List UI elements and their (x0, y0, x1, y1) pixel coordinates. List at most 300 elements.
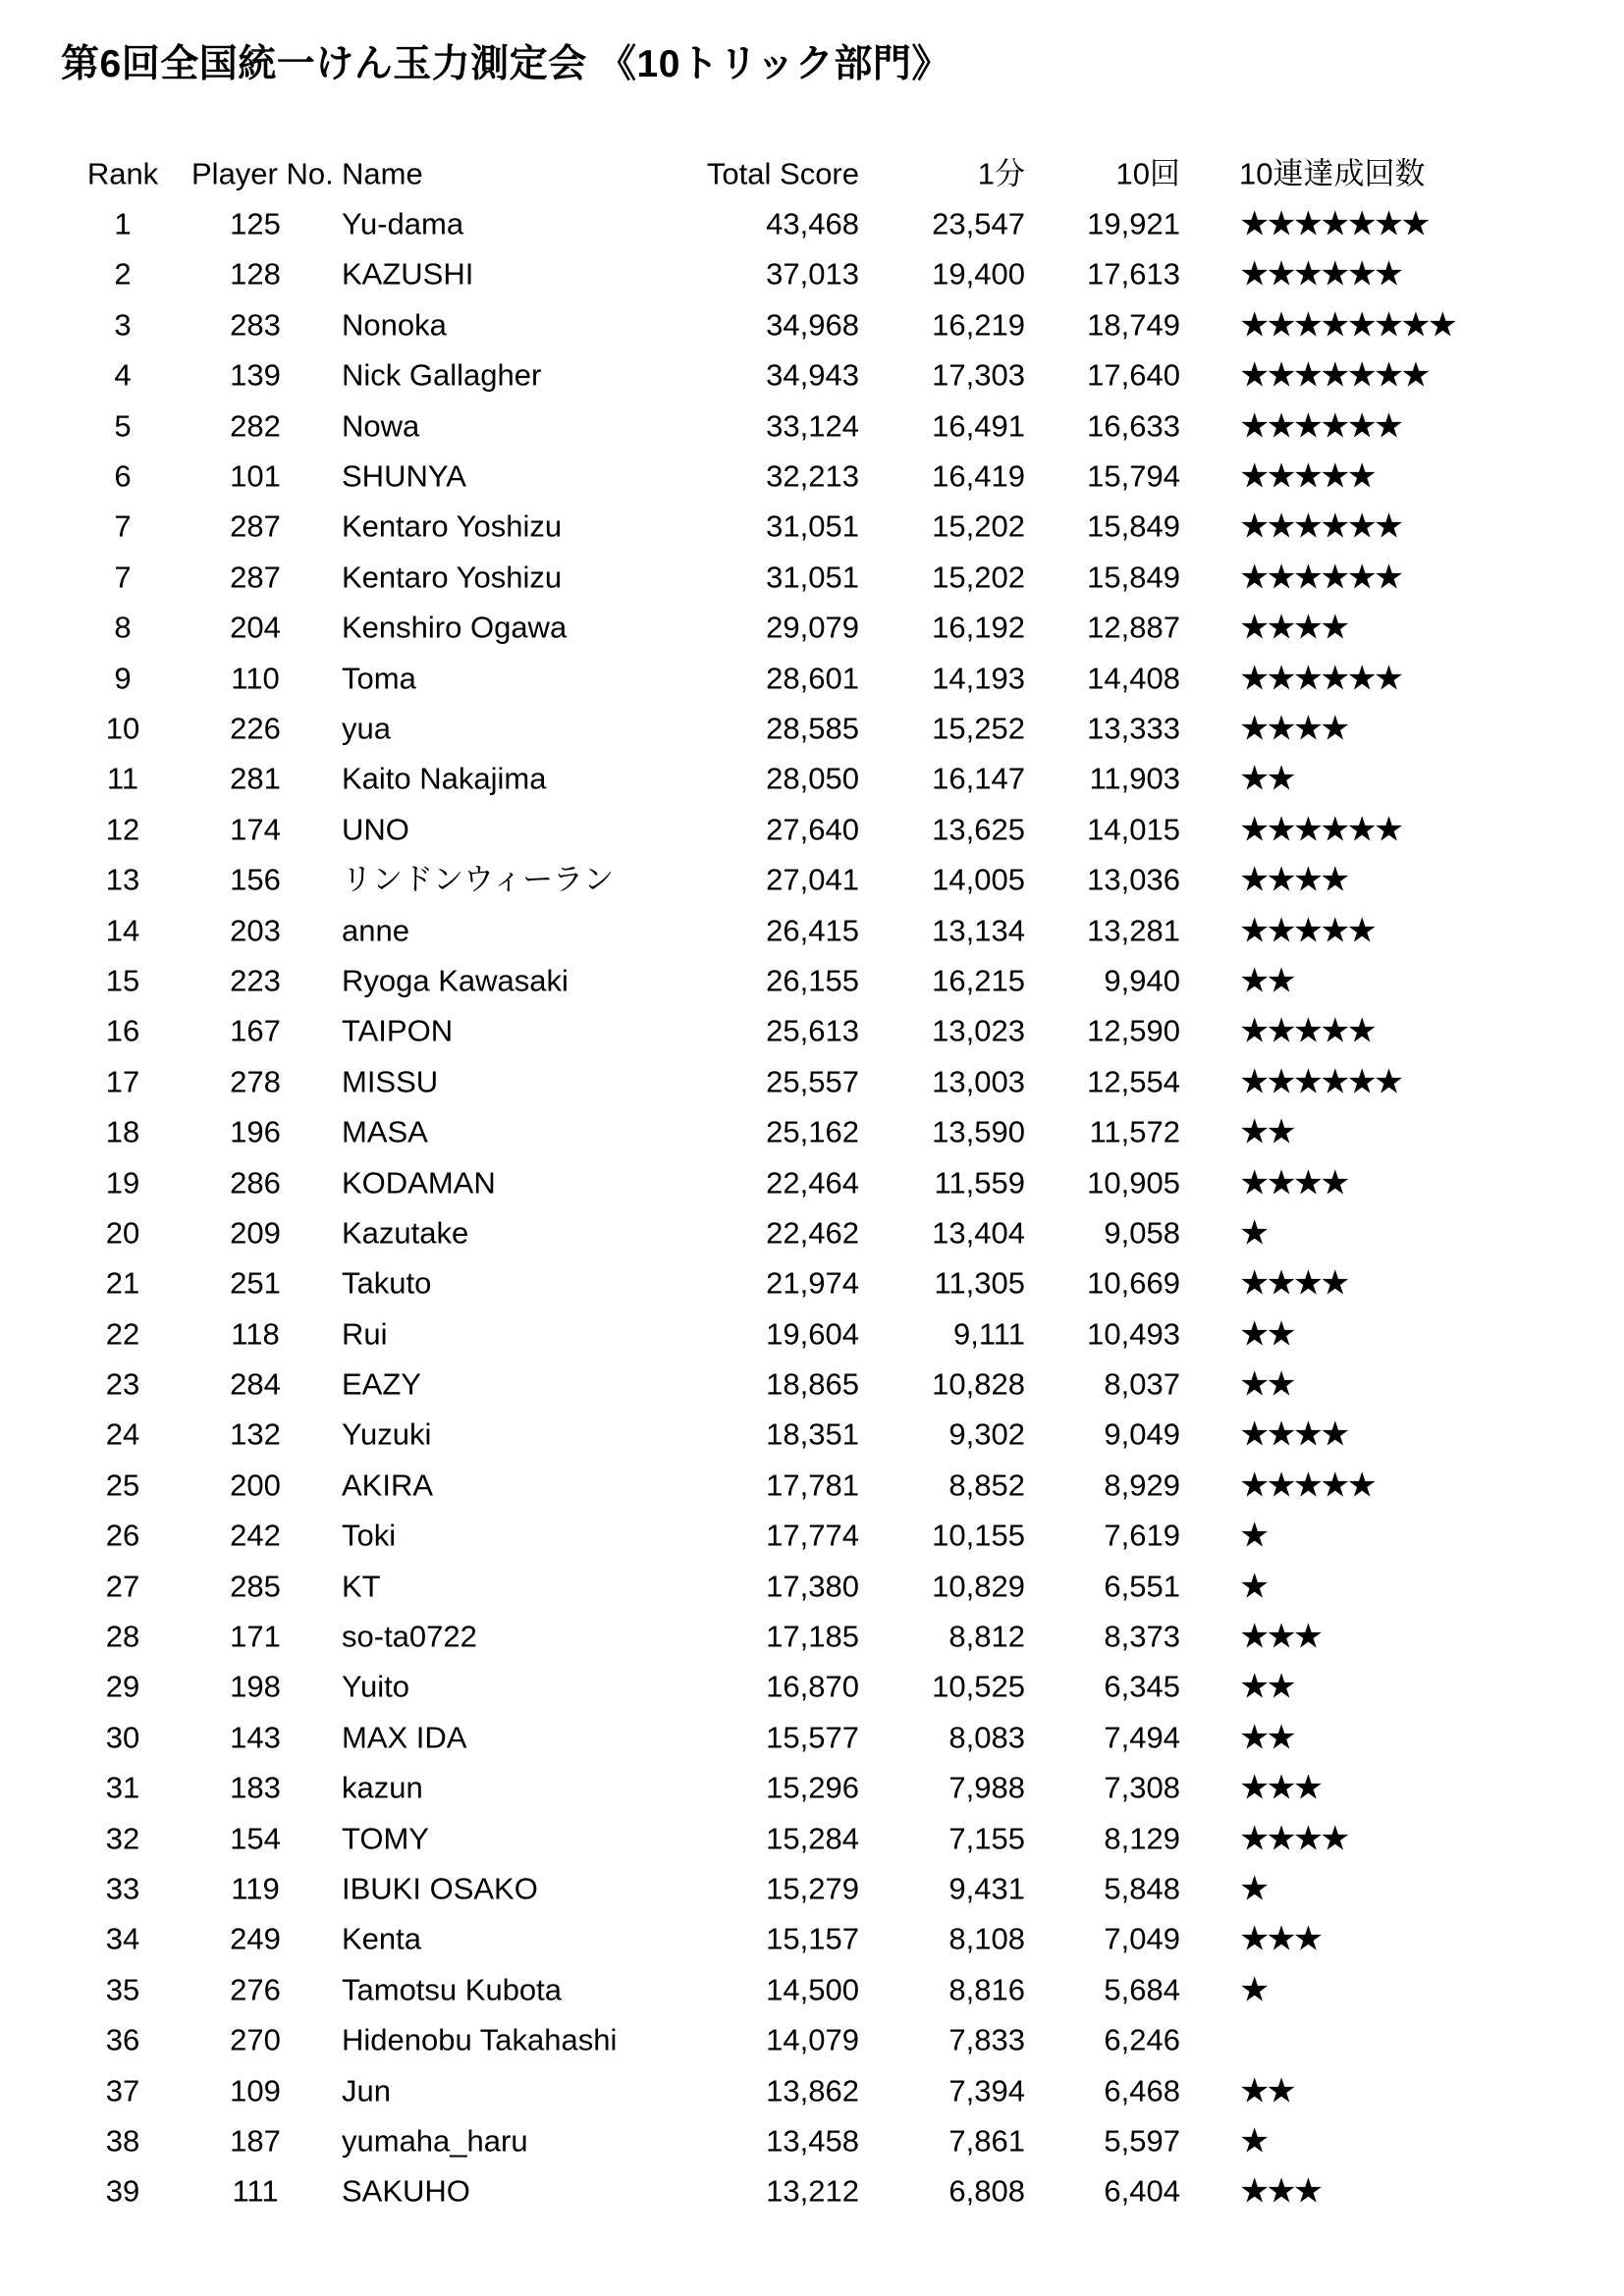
one-min-cell: 16,215 (932, 963, 1025, 998)
player-no-cell: 111 (232, 2173, 279, 2209)
total-score-cell: 34,968 (766, 307, 859, 343)
total-score-cell: 19,604 (766, 1316, 859, 1352)
total-score-cell: 25,162 (766, 1114, 859, 1149)
player-no-cell: 283 (230, 307, 281, 343)
table-row (0, 2014, 1624, 2064)
ten-count-cell: 18,749 (1087, 307, 1180, 343)
table-row (0, 1056, 1624, 1106)
ten-count-cell: 5,684 (1104, 1972, 1180, 2007)
table-row (0, 854, 1624, 904)
name-cell: Nonoka (342, 307, 447, 343)
one-min-cell: 16,491 (932, 408, 1025, 444)
one-min-cell: 14,193 (932, 661, 1025, 696)
total-score-cell: 28,601 (766, 661, 859, 696)
total-score-cell: 28,585 (766, 711, 859, 746)
ten-count-cell: 5,848 (1104, 1871, 1180, 1906)
rank-cell: 25 (105, 1468, 140, 1503)
name-cell: AKIRA (342, 1468, 434, 1503)
ten-count-cell: 15,849 (1087, 508, 1180, 544)
one-min-cell: 13,404 (932, 1215, 1025, 1251)
ten-count-cell: 7,049 (1104, 1921, 1180, 1956)
total-score-cell: 26,155 (766, 963, 859, 998)
ten-count-cell: 15,849 (1087, 560, 1180, 595)
stars-cell: ★ (1239, 2121, 1267, 2161)
player-no-cell: 249 (230, 1921, 281, 1956)
table-row (0, 1511, 1624, 1561)
name-cell: Kentaro Yoshizu (342, 560, 563, 595)
table-row (0, 299, 1624, 349)
stars-cell: ★★★★★★ (1239, 659, 1401, 698)
total-score-cell: 15,296 (766, 1770, 859, 1805)
name-cell: Takuto (342, 1265, 432, 1301)
ten-count-cell: 9,940 (1104, 963, 1180, 998)
total-score-cell: 14,079 (766, 2022, 859, 2057)
stars-cell: ★★ (1239, 1667, 1293, 1706)
ten-count-cell: 5,597 (1104, 2123, 1180, 2159)
stars-cell: ★★★★★ (1239, 1011, 1374, 1050)
table-row (0, 1914, 1624, 1964)
ten-count-cell: 11,903 (1089, 761, 1180, 796)
one-min-cell: 10,525 (932, 1669, 1025, 1704)
player-no-cell: 251 (230, 1265, 281, 1301)
total-score-cell: 18,351 (766, 1416, 859, 1452)
name-cell: UNO (342, 812, 409, 847)
player-no-cell: 285 (230, 1569, 281, 1604)
total-score-cell: 14,500 (766, 1972, 859, 2007)
total-score-cell: 34,943 (766, 357, 859, 393)
rank-cell: 37 (105, 2073, 140, 2109)
stars-cell: ★★ (1239, 961, 1293, 1000)
table-row (0, 955, 1624, 1005)
rank-cell: 34 (105, 1921, 140, 1956)
stars-cell: ★★★ (1239, 1617, 1321, 1656)
name-cell: MAX IDA (342, 1720, 467, 1755)
rank-cell: 33 (105, 1871, 140, 1906)
one-min-cell: 8,108 (948, 1921, 1025, 1956)
player-no-cell: 143 (230, 1720, 281, 1755)
total-score-cell: 28,050 (766, 761, 859, 796)
ten-count-cell: 6,345 (1104, 1669, 1180, 1704)
rank-cell: 28 (105, 1619, 140, 1654)
table-row (0, 1106, 1624, 1156)
ten-count-cell: 9,058 (1104, 1215, 1180, 1251)
stars-cell: ★★★★ (1239, 1263, 1347, 1303)
name-cell: IBUKI OSAKO (342, 1871, 538, 1906)
one-min-cell: 13,590 (932, 1114, 1025, 1149)
one-min-cell: 9,111 (953, 1316, 1025, 1352)
ten-count-cell: 8,373 (1104, 1619, 1180, 1654)
rank-cell: 17 (105, 1064, 140, 1099)
one-min-cell: 10,828 (932, 1366, 1025, 1402)
name-cell: anne (342, 913, 409, 948)
name-cell: Yu-dama (342, 206, 464, 241)
table-row (0, 1207, 1624, 1257)
ten-count-cell: 15,794 (1087, 458, 1180, 494)
one-min-cell: 13,023 (932, 1013, 1025, 1048)
player-no-cell: 278 (230, 1064, 281, 1099)
player-no-cell: 196 (230, 1114, 281, 1149)
table-row (0, 1561, 1624, 1611)
total-score-cell: 31,051 (766, 508, 859, 544)
total-score-cell: 17,781 (766, 1468, 859, 1503)
rank-cell: 9 (114, 661, 132, 696)
rank-cell: 36 (105, 2022, 140, 2057)
one-min-cell: 14,005 (932, 862, 1025, 897)
one-min-cell: 16,419 (932, 458, 1025, 494)
table-row (0, 350, 1624, 400)
stars-cell: ★★★★★★ (1239, 406, 1401, 446)
name-cell: EAZY (342, 1366, 421, 1402)
ten-count-cell: 8,929 (1104, 1468, 1180, 1503)
total-score-cell: 37,013 (766, 256, 859, 292)
player-no-cell: 198 (230, 1669, 281, 1704)
total-score-cell: 15,157 (766, 1921, 859, 1956)
one-min-cell: 16,192 (932, 610, 1025, 645)
ten-count-cell: 12,590 (1087, 1013, 1180, 1048)
total-score-cell: 22,462 (766, 1215, 859, 1251)
ten-count-cell: 12,887 (1087, 610, 1180, 645)
ten-count-cell: 8,037 (1104, 1366, 1180, 1402)
stars-cell: ★★ (1239, 1112, 1293, 1151)
stars-cell: ★★ (1239, 1314, 1293, 1354)
player-no-cell: 110 (231, 661, 280, 696)
name-cell: KT (342, 1569, 381, 1604)
player-no-cell: 276 (230, 1972, 281, 2007)
one-min-cell: 8,852 (948, 1468, 1025, 1503)
rank-cell: 38 (105, 2123, 140, 2159)
total-score-cell: 25,557 (766, 1064, 859, 1099)
total-score-cell: 17,185 (766, 1619, 859, 1654)
ten-count-cell: 10,669 (1087, 1265, 1180, 1301)
name-cell: Nick Gallagher (342, 357, 542, 393)
name-cell: yua (342, 711, 391, 746)
one-min-cell: 7,988 (948, 1770, 1025, 1805)
table-header-row (0, 148, 1624, 198)
table-row (0, 754, 1624, 804)
table-row (0, 1611, 1624, 1661)
table-row (0, 905, 1624, 955)
stars-cell: ★ (1239, 1567, 1267, 1606)
stars-cell: ★★★ (1239, 2171, 1321, 2211)
stars-cell: ★★★★★ (1239, 456, 1374, 496)
player-no-cell: 204 (230, 610, 281, 645)
player-no-cell: 242 (230, 1518, 281, 1553)
total-score-cell: 13,212 (766, 2173, 859, 2209)
player-no-cell: 270 (230, 2022, 281, 2057)
ten-count-cell: 13,036 (1087, 862, 1180, 897)
one-min-cell: 9,431 (948, 1871, 1025, 1906)
total-score-cell: 15,284 (766, 1821, 859, 1856)
total-score-cell: 33,124 (766, 408, 859, 444)
one-min-cell: 13,625 (932, 812, 1025, 847)
header-total-score: Total Score (706, 156, 859, 191)
table-row (0, 1006, 1624, 1056)
one-min-cell: 10,155 (932, 1518, 1025, 1553)
player-no-cell: 183 (230, 1770, 281, 1805)
stars-cell: ★★★★★★★★ (1239, 305, 1455, 345)
table-row (0, 603, 1624, 653)
total-score-cell: 21,974 (766, 1265, 859, 1301)
one-min-cell: 13,134 (932, 913, 1025, 948)
table-row (0, 703, 1624, 753)
one-min-cell: 7,861 (948, 2123, 1025, 2159)
one-min-cell: 16,219 (932, 307, 1025, 343)
ten-count-cell: 17,613 (1087, 256, 1180, 292)
ten-count-cell: 13,281 (1087, 913, 1180, 948)
name-cell: Ryoga Kawasaki (342, 963, 568, 998)
player-no-cell: 223 (230, 963, 281, 998)
one-min-cell: 15,252 (932, 711, 1025, 746)
table-row (0, 1763, 1624, 1813)
stars-cell: ★★★ (1239, 1768, 1321, 1807)
player-no-cell: 118 (231, 1316, 280, 1352)
ten-count-cell: 13,333 (1087, 711, 1180, 746)
stars-cell: ★★★★★★ (1239, 254, 1401, 294)
total-score-cell: 43,468 (766, 206, 859, 241)
total-score-cell: 13,862 (766, 2073, 859, 2109)
ten-count-cell: 10,493 (1087, 1316, 1180, 1352)
rank-cell: 7 (114, 560, 132, 595)
player-no-cell: 284 (230, 1366, 281, 1402)
rank-cell: 26 (105, 1518, 140, 1553)
name-cell: Toki (342, 1518, 397, 1553)
name-cell: Kaito Nakajima (342, 761, 547, 796)
ten-count-cell: 10,905 (1087, 1165, 1180, 1200)
total-score-cell: 17,774 (766, 1518, 859, 1553)
ten-count-cell: 7,308 (1104, 1770, 1180, 1805)
total-score-cell: 16,870 (766, 1669, 859, 1704)
player-no-cell: 154 (230, 1821, 281, 1856)
table-row (0, 451, 1624, 501)
ten-count-cell: 7,619 (1104, 1518, 1180, 1553)
total-score-cell: 17,380 (766, 1569, 859, 1604)
total-score-cell: 18,865 (766, 1366, 859, 1402)
stars-cell: ★★★★ (1239, 1163, 1347, 1201)
rank-cell: 39 (105, 2173, 140, 2209)
player-no-cell: 167 (230, 1013, 281, 1048)
table-row (0, 1813, 1624, 1863)
name-cell: リンドンウィーラン (342, 862, 615, 897)
table-body (0, 198, 1624, 2216)
ten-count-cell: 11,572 (1089, 1114, 1180, 1149)
table-row (0, 198, 1624, 248)
rank-cell: 11 (106, 761, 139, 796)
player-no-cell: 139 (230, 357, 281, 393)
one-min-cell: 8,816 (948, 1972, 1025, 2007)
total-score-cell: 25,613 (766, 1013, 859, 1048)
table-row (0, 1662, 1624, 1712)
one-min-cell: 17,303 (932, 357, 1025, 393)
one-min-cell: 15,202 (932, 508, 1025, 544)
name-cell: MISSU (342, 1064, 439, 1099)
ten-count-cell: 12,554 (1087, 1064, 1180, 1099)
player-no-cell: 287 (230, 560, 281, 595)
table-row (0, 1964, 1624, 2014)
rank-cell: 10 (105, 711, 140, 746)
one-min-cell: 23,547 (932, 206, 1025, 241)
table-row (0, 653, 1624, 703)
rank-cell: 16 (105, 1013, 140, 1048)
name-cell: Hidenobu Takahashi (342, 2022, 618, 2057)
one-min-cell: 7,394 (948, 2073, 1025, 2109)
one-min-cell: 8,812 (948, 1619, 1025, 1654)
name-cell: Yuito (342, 1669, 409, 1704)
rank-cell: 20 (105, 1215, 140, 1251)
stars-cell: ★★★★ (1239, 1415, 1347, 1454)
total-score-cell: 32,213 (766, 458, 859, 494)
stars-cell: ★ (1239, 1213, 1267, 1253)
stars-cell: ★★★★ (1239, 860, 1347, 899)
player-no-cell: 209 (230, 1215, 281, 1251)
player-no-cell: 132 (230, 1416, 281, 1452)
name-cell: KODAMAN (342, 1165, 496, 1200)
ten-count-cell: 17,640 (1087, 357, 1180, 393)
ten-count-cell: 6,246 (1104, 2022, 1180, 2057)
stars-cell: ★★★★★ (1239, 911, 1374, 950)
rank-cell: 4 (114, 357, 132, 393)
name-cell: Tamotsu Kubota (342, 1972, 563, 2007)
stars-cell: ★ (1239, 1970, 1267, 2009)
rank-cell: 15 (105, 963, 140, 998)
name-cell: KAZUSHI (342, 256, 474, 292)
page-title: 第6回全国統一けん玉力測定会 《10トリック部門》 (61, 43, 950, 85)
player-no-cell: 226 (230, 711, 281, 746)
stars-cell: ★★★★★★ (1239, 507, 1401, 546)
name-cell: Kentaro Yoshizu (342, 508, 563, 544)
header-rank: Rank (86, 156, 159, 191)
ten-count-cell: 16,633 (1087, 408, 1180, 444)
table-row (0, 1410, 1624, 1460)
name-cell: SHUNYA (342, 458, 466, 494)
table-row (0, 249, 1624, 299)
total-score-cell: 27,640 (766, 812, 859, 847)
header-one-min: 1分 (977, 156, 1025, 191)
rank-cell: 21 (105, 1265, 140, 1301)
one-min-cell: 9,302 (948, 1416, 1025, 1452)
stars-cell: ★★ (1239, 759, 1293, 798)
ten-count-cell: 6,468 (1104, 2073, 1180, 2109)
total-score-cell: 31,051 (766, 560, 859, 595)
player-no-cell: 128 (230, 256, 281, 292)
name-cell: SAKUHO (342, 2173, 470, 2209)
total-score-cell: 13,458 (766, 2123, 859, 2159)
name-cell: TAIPON (342, 1013, 454, 1048)
player-no-cell: 203 (230, 913, 281, 948)
table-row (0, 804, 1624, 854)
header-streak-count: 10連達成回数 (1239, 156, 1426, 191)
total-score-cell: 15,577 (766, 1720, 859, 1755)
one-min-cell: 13,003 (932, 1064, 1025, 1099)
rank-cell: 6 (114, 458, 132, 494)
header-name: Name (342, 156, 423, 191)
total-score-cell: 15,279 (766, 1871, 859, 1906)
name-cell: yumaha_haru (342, 2123, 528, 2159)
stars-cell: ★★★ (1239, 1919, 1321, 1958)
stars-cell: ★★★★★★ (1239, 558, 1401, 597)
header-player-no: Player No. (191, 156, 334, 191)
name-cell: Kazutake (342, 1215, 469, 1251)
name-cell: Kenta (342, 1921, 422, 1956)
one-min-cell: 7,155 (948, 1821, 1025, 1856)
player-no-cell: 171 (230, 1619, 281, 1654)
ten-count-cell: 14,015 (1087, 812, 1180, 847)
total-score-cell: 29,079 (766, 610, 859, 645)
one-min-cell: 6,808 (948, 2173, 1025, 2209)
rank-cell: 32 (105, 1821, 140, 1856)
rank-cell: 13 (105, 862, 140, 897)
one-min-cell: 19,400 (932, 256, 1025, 292)
ranking-table (0, 148, 1624, 2216)
name-cell: Jun (342, 2073, 391, 2109)
player-no-cell: 281 (230, 761, 281, 796)
player-no-cell: 119 (231, 1871, 280, 1906)
one-min-cell: 7,833 (948, 2022, 1025, 2057)
stars-cell: ★★ (1239, 1718, 1293, 1757)
one-min-cell: 11,559 (934, 1165, 1025, 1200)
name-cell: Kenshiro Ogawa (342, 610, 568, 645)
name-cell: kazun (342, 1770, 423, 1805)
table-row (0, 2065, 1624, 2115)
ten-count-cell: 6,404 (1104, 2173, 1180, 2209)
table-row (0, 1863, 1624, 1913)
stars-cell: ★★ (1239, 2071, 1293, 2110)
rank-cell: 23 (105, 1366, 140, 1402)
rank-cell: 29 (105, 1669, 140, 1704)
one-min-cell: 16,147 (932, 761, 1025, 796)
table-row (0, 1258, 1624, 1308)
rank-cell: 19 (105, 1165, 140, 1200)
rank-cell: 24 (105, 1416, 140, 1452)
rank-cell: 7 (114, 508, 132, 544)
player-no-cell: 125 (230, 206, 281, 241)
player-no-cell: 282 (230, 408, 281, 444)
player-no-cell: 187 (230, 2123, 281, 2159)
stars-cell: ★★★★★ (1239, 1466, 1374, 1505)
one-min-cell: 11,305 (934, 1265, 1025, 1301)
table-row (0, 2166, 1624, 2216)
stars-cell: ★★★★★★ (1239, 1062, 1401, 1101)
player-no-cell: 156 (230, 862, 281, 897)
name-cell: Toma (342, 661, 416, 696)
name-cell: Rui (342, 1316, 388, 1352)
table-row (0, 1157, 1624, 1207)
player-no-cell: 200 (230, 1468, 281, 1503)
stars-cell: ★★★★ (1239, 709, 1347, 748)
player-no-cell: 109 (230, 2073, 281, 2109)
stars-cell: ★★★★ (1239, 608, 1347, 647)
rank-cell: 22 (105, 1316, 140, 1352)
table-row (0, 502, 1624, 552)
player-no-cell: 286 (230, 1165, 281, 1200)
ten-count-cell: 9,049 (1104, 1416, 1180, 1452)
rank-cell: 12 (105, 812, 140, 847)
rank-cell: 30 (105, 1720, 140, 1755)
rank-cell: 3 (114, 307, 132, 343)
rank-cell: 31 (105, 1770, 140, 1805)
name-cell: Yuzuki (342, 1416, 432, 1452)
name-cell: Nowa (342, 408, 420, 444)
table-row (0, 552, 1624, 602)
stars-cell: ★ (1239, 1516, 1267, 1555)
rank-cell: 27 (105, 1569, 140, 1604)
rank-cell: 1 (114, 206, 132, 241)
total-score-cell: 22,464 (766, 1165, 859, 1200)
one-min-cell: 10,829 (932, 1569, 1025, 1604)
table-row (0, 1460, 1624, 1510)
rank-cell: 8 (114, 610, 132, 645)
rank-cell: 5 (114, 408, 132, 444)
stars-cell: ★★★★★★★ (1239, 355, 1428, 395)
